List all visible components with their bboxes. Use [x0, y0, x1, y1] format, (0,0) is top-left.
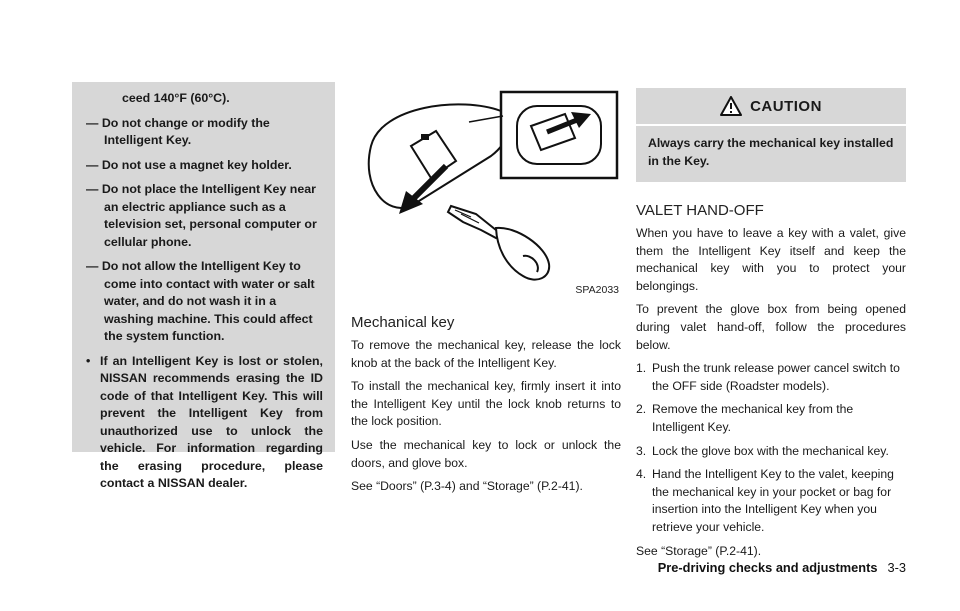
figure-code: SPA2033 — [575, 284, 619, 296]
valet-heading: VALET HAND-OFF — [636, 202, 764, 219]
mechanical-key-install: To install the mechanical key, firmly insert it into the Intelligent Key until the lock knob returns to the lock position. — [351, 379, 621, 429]
caution-title: CAUTION — [750, 97, 822, 115]
mechanical-key-column — [351, 86, 621, 502]
mechanical-key-use: Use the mechanical key to lock or unlock the doors, and glove box. — [351, 437, 621, 470]
step-number: 1. — [636, 361, 647, 376]
intelligent-key-diagram — [351, 86, 621, 286]
warning-continued-box — [72, 82, 335, 490]
page-footer — [658, 560, 906, 575]
caution-text: Always carry the mechanical key installed in the Key. — [636, 124, 906, 182]
step-text: Remove the mechanical key from the Intelligent Key. — [652, 402, 854, 434]
step-text: Hand the Intelligent Key to the valet, keeping the mechanical key in your pocket or bag for insertion into the Intelligent Key when you retrieve your vehicle. — [652, 467, 894, 534]
valet-step — [636, 401, 906, 436]
key-illustration — [351, 86, 621, 296]
step-text: Push the trunk release power cancel switch to the OFF side (Roadster models). — [652, 361, 900, 393]
caution-box — [636, 88, 906, 182]
bullet-mark: • — [86, 353, 91, 368]
mechanical-key-see: See “Doors” (P.3-4) and “Storage” (P.2-41). — [351, 479, 583, 494]
lock-knob — [421, 134, 429, 140]
step-number: 4. — [636, 467, 647, 482]
bullet-text: If an Intelligent Key is lost or stolen, NISSAN recommends erasing the ID code of that Intelligent Key. This will prevent the Intelligent Key from unauthorized use to unlock the vehicle. For information regarding the erasing procedure, please contact a NISSAN dealer. — [100, 353, 323, 490]
warning-triangle-icon — [720, 96, 742, 116]
warning-item-appliance: — Do not place the Intelligent Key near an electric appliance such as a television set, personal computer or cellular phone. — [86, 182, 317, 249]
warning-line-continued: ceed 140°F (60°C). — [122, 91, 230, 105]
key-head — [496, 228, 549, 280]
step-text: Lock the glove box with the mechanical key. — [652, 443, 889, 458]
footer-section: Pre-driving checks and adjustments — [657, 560, 878, 575]
warning-item-water: — Do not allow the Intelligent Key to come into contact with water or salt water, and do not wash it in a washing machine. This could affect the system function. — [86, 259, 315, 343]
step-number: 2. — [636, 402, 647, 417]
mechanical-key-heading: Mechanical key — [351, 314, 455, 331]
warning-item-modify: — Do not change or modify the Intelligent Key. — [86, 115, 270, 147]
step-number: 3. — [636, 443, 647, 458]
warning-item-magnet: — Do not use a magnet key holder. — [86, 157, 292, 172]
valet-step — [636, 466, 906, 536]
valet-intro-2: To prevent the glove box from being opened during valet hand-off, follow the procedures below. — [636, 302, 906, 352]
mechanical-key-remove: To remove the mechanical key, release the lock knob at the back of the Intelligent Key. — [351, 338, 621, 370]
valet-see-also: See “Storage” (P.2-41). — [636, 543, 762, 558]
valet-intro: When you have to leave a key with a valet, give them the Intelligent Key itself and keep the mechanical key with you to protect your belongings. — [636, 226, 906, 293]
valet-step — [636, 360, 906, 395]
valet-step — [636, 443, 906, 461]
page-number: 3-3 — [887, 560, 906, 575]
caution-header — [636, 88, 906, 124]
valet-column — [636, 88, 906, 566]
warning-bullet-lost-key — [86, 353, 323, 493]
